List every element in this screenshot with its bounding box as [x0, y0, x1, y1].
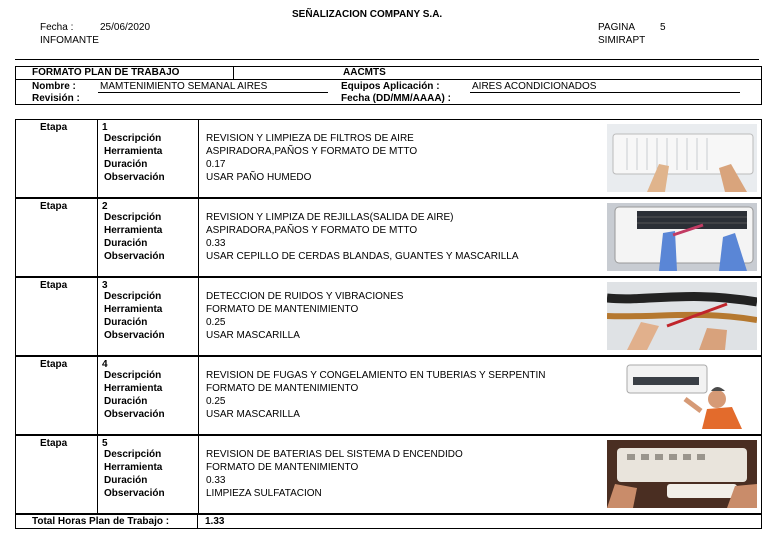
- observacion-value: USAR MASCARILLA: [206, 409, 300, 420]
- descripcion-value: REVISION Y LIMPIZA DE REJILLAS(SALIDA DE AIRE): [206, 212, 454, 223]
- etapa-label: Etapa: [40, 280, 68, 291]
- duracion-value: 0.25: [206, 396, 226, 407]
- revision-label: Revisión :: [32, 93, 80, 104]
- descripcion-label: Descripción: [104, 212, 162, 223]
- duracion-value: 0.33: [206, 238, 226, 249]
- company-name: SEÑALIZACION COMPANY S.A.: [292, 9, 443, 20]
- descripcion-label: Descripción: [104, 291, 162, 302]
- etapa-label: Etapa: [40, 201, 68, 212]
- duracion-label: Duración: [104, 475, 148, 486]
- equipos-label: Equipos Aplicación :: [341, 81, 440, 92]
- etapa-label: Etapa: [40, 122, 68, 133]
- total-value: 1.33: [205, 516, 225, 527]
- descripcion-value: REVISION Y LIMPIEZA DE FILTROS DE AIRE: [206, 133, 414, 144]
- stage-number: 4: [102, 359, 108, 370]
- format-code: AACMTS: [343, 67, 386, 78]
- total-label: Total Horas Plan de Trabajo :: [32, 516, 170, 527]
- total-divider: [197, 514, 198, 529]
- observacion-label: Observación: [104, 488, 165, 499]
- herramienta-value: FORMATO DE MANTENIMIENTO: [206, 383, 359, 394]
- observacion-label: Observación: [104, 172, 165, 183]
- herramienta-value: ASPIRADORA,PAÑOS Y FORMATO DE MTTO: [206, 225, 418, 236]
- etapa-label: Etapa: [40, 359, 68, 370]
- stage-number: 1: [102, 122, 108, 133]
- filter-cleaning-photo: [607, 124, 757, 192]
- herramienta-label: Herramienta: [104, 225, 163, 236]
- header-divider: [15, 59, 759, 60]
- observacion-label: Observación: [104, 409, 165, 420]
- descripcion-value: REVISION DE FUGAS Y CONGELAMIENTO EN TUBERIAS Y SERPENTIN: [206, 370, 546, 381]
- fecha-plan-underline: [482, 104, 647, 105]
- observacion-value: USAR CEPILLO DE CERDAS BLANDAS, GUANTES Y MASCARILLA: [206, 251, 519, 262]
- herramienta-label: Herramienta: [104, 304, 163, 315]
- duracion-value: 0.17: [206, 159, 226, 170]
- herramienta-label: Herramienta: [104, 383, 163, 394]
- descripcion-label: Descripción: [104, 449, 162, 460]
- nombre-value: MAMTENIMIENTO SEMANAL AIRES: [100, 81, 268, 92]
- descripcion-value: REVISION DE BATERIAS DEL SISTEMA D ENCENDIDO: [206, 449, 463, 460]
- stage-row: [15, 277, 762, 356]
- fecha-plan-label: Fecha (DD/MM/AAAA) :: [341, 93, 451, 104]
- report-code: INFOMANTE: [40, 35, 99, 46]
- pagina-label: PAGINA: [598, 22, 636, 33]
- technician-leak-check-photo: [607, 361, 757, 429]
- grille-cleaning-photo: [607, 203, 757, 271]
- stage-row: [15, 435, 762, 514]
- descripcion-label: Descripción: [104, 370, 162, 381]
- duracion-label: Duración: [104, 159, 148, 170]
- observacion-label: Observación: [104, 251, 165, 262]
- format-row-divider: [15, 79, 762, 80]
- system-code: SIMIRAPT: [598, 35, 646, 46]
- observacion-value: LIMPIEZA SULFATACION: [206, 488, 322, 499]
- duracion-label: Duración: [104, 317, 148, 328]
- herramienta-value: FORMATO DE MANTENIMIENTO: [206, 304, 359, 315]
- format-title: FORMATO PLAN DE TRABAJO: [32, 67, 180, 78]
- herramienta-value: ASPIRADORA,PAÑOS Y FORMATO DE MTTO: [206, 146, 418, 157]
- descripcion-label: Descripción: [104, 133, 162, 144]
- stage-row: [15, 198, 762, 277]
- duracion-label: Duración: [104, 396, 148, 407]
- nombre-label: Nombre :: [32, 81, 76, 92]
- pipes-inspection-photo: [607, 282, 757, 350]
- stage-number: 3: [102, 280, 108, 291]
- observacion-value: USAR PAÑO HUMEDO: [206, 172, 312, 183]
- stage-row: [15, 119, 762, 198]
- remote-batteries-photo: [607, 440, 757, 508]
- pagina-value: 5: [660, 22, 666, 33]
- duracion-label: Duración: [104, 238, 148, 249]
- stage-number: 5: [102, 438, 108, 449]
- herramienta-value: FORMATO DE MANTENIMIENTO: [206, 462, 359, 473]
- etapa-label: Etapa: [40, 438, 68, 449]
- revision-underline: [88, 104, 283, 105]
- duracion-value: 0.25: [206, 317, 226, 328]
- equipos-underline: [470, 92, 740, 93]
- herramienta-label: Herramienta: [104, 146, 163, 157]
- stage-number: 2: [102, 201, 108, 212]
- observacion-label: Observación: [104, 330, 165, 341]
- fecha-label: Fecha :: [40, 22, 74, 33]
- nombre-underline: [98, 92, 328, 93]
- herramienta-label: Herramienta: [104, 462, 163, 473]
- observacion-value: USAR MASCARILLA: [206, 330, 300, 341]
- stage-row: [15, 356, 762, 435]
- fecha-value: 25/06/2020: [100, 22, 151, 33]
- duracion-value: 0.33: [206, 475, 226, 486]
- format-title-divider: [233, 66, 234, 79]
- equipos-value: AIRES ACONDICIONADOS: [472, 81, 597, 92]
- descripcion-value: DETECCION DE RUIDOS Y VIBRACIONES: [206, 291, 404, 302]
